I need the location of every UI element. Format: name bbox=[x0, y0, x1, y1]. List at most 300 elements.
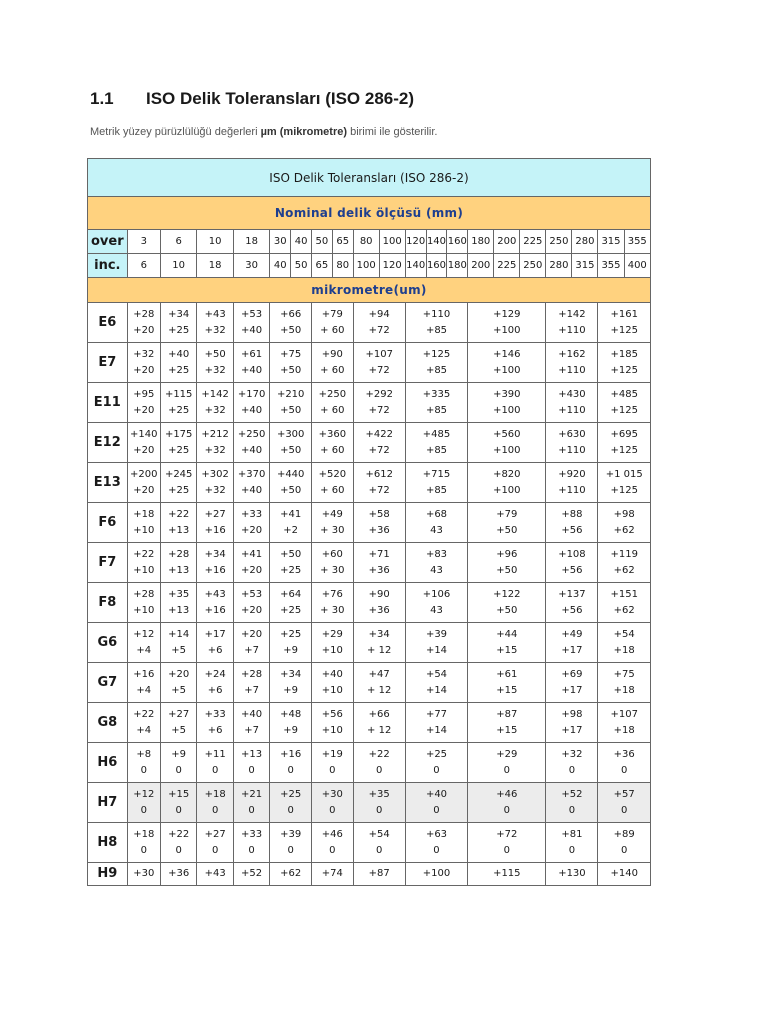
lower-deviation: + 60 bbox=[320, 324, 345, 336]
upper-deviation: +8 bbox=[136, 748, 152, 760]
upper-deviation: +48 bbox=[280, 708, 302, 720]
upper-deviation: +74 bbox=[321, 868, 343, 879]
tolerance-cell bbox=[405, 863, 467, 886]
tolerance-cell bbox=[598, 663, 651, 703]
upper-deviation: +18 bbox=[133, 828, 155, 840]
upper-deviation: +79 bbox=[496, 508, 518, 520]
lower-deviation: +7 bbox=[244, 724, 259, 736]
lower-deviation: +62 bbox=[613, 564, 635, 576]
tolerance-class-label: H6 bbox=[88, 743, 128, 783]
upper-deviation: +56 bbox=[321, 708, 343, 720]
lower-deviation: 0 bbox=[433, 844, 440, 856]
upper-deviation: +58 bbox=[368, 508, 390, 520]
tolerance-cell bbox=[233, 583, 269, 623]
upper-deviation: +25 bbox=[280, 788, 302, 800]
tolerance-cell bbox=[233, 623, 269, 663]
inc-size-cell: 200 bbox=[468, 254, 494, 278]
lower-deviation: +110 bbox=[558, 484, 586, 496]
upper-deviation: +28 bbox=[133, 588, 155, 600]
upper-deviation: +14 bbox=[168, 628, 190, 640]
lower-deviation: 0 bbox=[248, 764, 255, 776]
tolerance-cell bbox=[197, 863, 233, 886]
tolerance-cell bbox=[598, 703, 651, 743]
tolerance-cell bbox=[197, 623, 233, 663]
upper-deviation: +53 bbox=[241, 308, 263, 320]
tolerance-cell bbox=[468, 423, 546, 463]
lower-deviation: 0 bbox=[248, 844, 255, 856]
tolerance-cell bbox=[468, 743, 546, 783]
lower-deviation: 0 bbox=[568, 844, 576, 856]
lower-deviation: +125 bbox=[610, 364, 638, 376]
lower-deviation: +13 bbox=[168, 564, 190, 576]
tolerance-cell bbox=[270, 783, 312, 823]
inc-size-cell: 50 bbox=[291, 254, 312, 278]
tolerance-cell bbox=[233, 743, 269, 783]
upper-deviation: +162 bbox=[558, 348, 586, 360]
table-row bbox=[88, 743, 651, 783]
upper-deviation: +90 bbox=[321, 348, 343, 360]
upper-deviation: +630 bbox=[558, 428, 586, 440]
lower-deviation: +15 bbox=[496, 684, 518, 696]
lower-deviation: 0 bbox=[376, 764, 383, 776]
tolerance-class-label: E7 bbox=[88, 343, 128, 383]
tolerance-cell bbox=[160, 863, 196, 886]
over-size-cell: 80 bbox=[353, 230, 379, 254]
over-row bbox=[88, 230, 651, 254]
lower-deviation: +10 bbox=[321, 684, 343, 696]
tolerance-cell bbox=[353, 383, 405, 423]
lower-deviation: +10 bbox=[321, 644, 343, 656]
upper-deviation: +75 bbox=[613, 668, 635, 680]
tolerance-cell bbox=[353, 783, 405, 823]
upper-deviation: +68 bbox=[425, 508, 448, 520]
over-size-cell: 140 bbox=[426, 230, 447, 254]
upper-deviation: +34 bbox=[204, 548, 226, 560]
table-row bbox=[88, 823, 651, 863]
tolerance-cell bbox=[598, 463, 651, 503]
lower-deviation: +100 bbox=[493, 324, 521, 336]
inc-size-cell: 180 bbox=[447, 254, 468, 278]
lower-deviation: +85 bbox=[425, 364, 448, 376]
lower-deviation: +50 bbox=[280, 324, 302, 336]
tolerance-cell bbox=[127, 783, 160, 823]
upper-deviation: +79 bbox=[321, 308, 343, 320]
upper-deviation: +11 bbox=[204, 748, 226, 760]
tolerance-cell bbox=[197, 383, 233, 423]
lower-deviation: +50 bbox=[280, 404, 302, 416]
lower-deviation: +40 bbox=[241, 484, 263, 496]
tolerance-cell bbox=[546, 463, 598, 503]
upper-deviation: +76 bbox=[321, 588, 343, 600]
tolerance-cell bbox=[160, 703, 196, 743]
upper-deviation: +40 bbox=[241, 708, 263, 720]
upper-deviation: +695 bbox=[610, 428, 638, 440]
upper-deviation: +87 bbox=[496, 708, 518, 720]
over-size-cell: 65 bbox=[332, 230, 353, 254]
tolerance-cell bbox=[270, 743, 312, 783]
upper-deviation: +22 bbox=[168, 828, 190, 840]
lower-deviation: +40 bbox=[241, 364, 263, 376]
lower-deviation: +32 bbox=[204, 364, 226, 376]
upper-deviation: +520 bbox=[318, 468, 347, 480]
inc-size-cell: 6 bbox=[127, 254, 160, 278]
table-row bbox=[88, 663, 651, 703]
upper-deviation: +62 bbox=[280, 868, 302, 879]
lower-deviation: +14 bbox=[425, 724, 448, 736]
over-size-cell: 180 bbox=[468, 230, 494, 254]
tolerance-cell bbox=[468, 303, 546, 343]
upper-deviation: +57 bbox=[613, 788, 635, 800]
upper-deviation: +53 bbox=[241, 588, 263, 600]
upper-deviation: +27 bbox=[204, 828, 226, 840]
lower-deviation: +13 bbox=[168, 524, 190, 536]
tolerance-cell bbox=[405, 463, 467, 503]
inc-size-cell: 400 bbox=[624, 254, 650, 278]
lower-deviation: + 60 bbox=[320, 404, 345, 416]
tolerance-cell bbox=[353, 823, 405, 863]
tolerance-cell bbox=[160, 503, 196, 543]
tolerance-class-label: G7 bbox=[88, 663, 128, 703]
tolerance-cell bbox=[160, 623, 196, 663]
upper-deviation: +36 bbox=[613, 748, 635, 760]
tolerance-cell bbox=[312, 663, 354, 703]
over-size-cell: 3 bbox=[127, 230, 160, 254]
lower-deviation: +6 bbox=[207, 724, 223, 736]
lower-deviation: +2 bbox=[283, 524, 299, 536]
upper-deviation: +22 bbox=[133, 708, 155, 720]
upper-deviation: +142 bbox=[201, 388, 229, 400]
tolerance-cell bbox=[546, 423, 598, 463]
tolerance-cell bbox=[197, 303, 233, 343]
tolerance-cell bbox=[546, 823, 598, 863]
upper-deviation: +129 bbox=[493, 308, 521, 320]
upper-deviation: +25 bbox=[425, 748, 448, 760]
tolerance-cell bbox=[270, 703, 312, 743]
lower-deviation: +10 bbox=[133, 604, 155, 616]
upper-deviation: +115 bbox=[164, 388, 193, 400]
upper-deviation: +34 bbox=[280, 668, 302, 680]
table-row bbox=[88, 703, 651, 743]
lower-deviation: +20 bbox=[133, 404, 155, 416]
upper-deviation: +54 bbox=[613, 628, 635, 640]
upper-deviation: +22 bbox=[168, 508, 190, 520]
tolerance-cell bbox=[546, 703, 598, 743]
tolerance-cell bbox=[160, 543, 196, 583]
tolerance-cell bbox=[598, 623, 651, 663]
inc-size-cell: 355 bbox=[598, 254, 624, 278]
tolerance-cell bbox=[160, 343, 196, 383]
tolerance-cell bbox=[233, 343, 269, 383]
lower-deviation: +9 bbox=[283, 644, 299, 656]
inc-label: inc. bbox=[88, 254, 128, 278]
lower-deviation: +16 bbox=[204, 604, 226, 616]
upper-deviation: +32 bbox=[133, 348, 155, 360]
lower-deviation: +6 bbox=[207, 644, 223, 656]
table-row bbox=[88, 543, 651, 583]
lower-deviation: +100 bbox=[493, 404, 521, 416]
tolerance-cell bbox=[312, 823, 354, 863]
tolerance-cell bbox=[405, 583, 467, 623]
lower-deviation: +17 bbox=[561, 724, 583, 736]
table-row bbox=[88, 463, 651, 503]
tolerance-cell bbox=[405, 423, 467, 463]
upper-deviation: +66 bbox=[368, 708, 390, 720]
lower-deviation: + 60 bbox=[320, 364, 345, 376]
tolerance-cell bbox=[160, 583, 196, 623]
lower-deviation: +25 bbox=[280, 604, 302, 616]
tolerance-cell bbox=[312, 543, 354, 583]
upper-deviation: +41 bbox=[241, 548, 263, 560]
lower-deviation: +62 bbox=[613, 524, 635, 536]
tolerance-cell bbox=[546, 743, 598, 783]
lower-deviation: 0 bbox=[568, 764, 576, 776]
lower-deviation: 0 bbox=[287, 764, 294, 776]
upper-deviation: +210 bbox=[276, 388, 305, 400]
tolerance-cell bbox=[197, 463, 233, 503]
lower-deviation: +56 bbox=[561, 604, 583, 616]
tolerance-cell bbox=[312, 383, 354, 423]
lower-deviation: +18 bbox=[613, 684, 635, 696]
upper-deviation: +18 bbox=[133, 508, 155, 520]
lower-deviation: +50 bbox=[280, 444, 302, 456]
lower-deviation: +100 bbox=[493, 484, 521, 496]
lower-deviation: +36 bbox=[368, 524, 390, 536]
upper-deviation: +39 bbox=[425, 628, 448, 640]
upper-deviation: +137 bbox=[558, 588, 586, 600]
tolerance-cell bbox=[160, 383, 196, 423]
tolerance-cell bbox=[160, 783, 196, 823]
upper-deviation: +47 bbox=[368, 668, 390, 680]
unit-emphasis: µm (mikrometre) bbox=[260, 126, 348, 138]
table-row bbox=[88, 303, 651, 343]
lower-deviation: +40 bbox=[241, 444, 263, 456]
upper-deviation: +33 bbox=[204, 708, 226, 720]
upper-deviation: +64 bbox=[280, 588, 302, 600]
lower-deviation: +18 bbox=[613, 724, 635, 736]
upper-deviation: +52 bbox=[241, 868, 263, 879]
tolerance-class-label: F6 bbox=[88, 503, 128, 543]
lower-deviation: +85 bbox=[425, 324, 448, 336]
over-size-cell: 250 bbox=[546, 230, 572, 254]
tolerance-cell bbox=[546, 503, 598, 543]
upper-deviation: +28 bbox=[168, 548, 190, 560]
table-row bbox=[88, 343, 651, 383]
tolerance-cell bbox=[468, 663, 546, 703]
lower-deviation: +13 bbox=[168, 604, 190, 616]
lower-deviation: +25 bbox=[168, 364, 190, 376]
lower-deviation: +40 bbox=[241, 404, 263, 416]
lower-deviation: +17 bbox=[561, 644, 583, 656]
lower-deviation: +25 bbox=[168, 444, 190, 456]
lower-deviation: + 60 bbox=[320, 484, 345, 496]
upper-deviation: +61 bbox=[241, 348, 263, 360]
table-row bbox=[88, 383, 651, 423]
tolerance-cell bbox=[312, 503, 354, 543]
lower-deviation: +20 bbox=[241, 604, 263, 616]
upper-deviation: +16 bbox=[133, 668, 155, 680]
lower-deviation: +16 bbox=[204, 524, 226, 536]
tolerance-cell bbox=[270, 543, 312, 583]
inc-size-cell: 65 bbox=[312, 254, 333, 278]
lower-deviation: +14 bbox=[425, 644, 448, 656]
tolerance-cell bbox=[468, 343, 546, 383]
upper-deviation: +27 bbox=[168, 708, 190, 720]
tolerance-cell bbox=[405, 663, 467, 703]
tolerance-cell bbox=[405, 743, 467, 783]
upper-deviation: +1 015 bbox=[605, 468, 643, 480]
upper-deviation: +17 bbox=[204, 628, 226, 640]
upper-deviation: +35 bbox=[168, 588, 190, 600]
upper-deviation: +100 bbox=[422, 868, 451, 879]
upper-deviation: +43 bbox=[204, 588, 226, 600]
upper-deviation: +49 bbox=[561, 628, 583, 640]
lower-deviation: +40 bbox=[241, 324, 263, 336]
lower-deviation: 43 bbox=[430, 604, 443, 616]
tolerance-cell bbox=[197, 543, 233, 583]
upper-deviation: +25 bbox=[280, 628, 302, 640]
lower-deviation: 0 bbox=[329, 804, 336, 816]
table-row bbox=[88, 623, 651, 663]
upper-deviation: +46 bbox=[321, 828, 343, 840]
tolerance-cell bbox=[468, 823, 546, 863]
tolerance-cell bbox=[546, 783, 598, 823]
tolerance-cell bbox=[233, 663, 269, 703]
upper-deviation: +440 bbox=[276, 468, 305, 480]
tolerance-cell bbox=[233, 303, 269, 343]
lower-deviation: 0 bbox=[503, 804, 510, 816]
lower-deviation: +56 bbox=[561, 524, 583, 536]
lower-deviation: +14 bbox=[425, 684, 448, 696]
tolerance-cell bbox=[270, 823, 312, 863]
upper-deviation: +151 bbox=[610, 588, 638, 600]
upper-deviation: +250 bbox=[237, 428, 266, 440]
upper-deviation: +83 bbox=[425, 548, 448, 560]
over-size-cell: 120 bbox=[405, 230, 426, 254]
upper-deviation: +34 bbox=[368, 628, 390, 640]
upper-deviation: +9 bbox=[171, 748, 187, 760]
tolerance-class-label: F7 bbox=[88, 543, 128, 583]
tolerance-cell bbox=[546, 343, 598, 383]
table-title: ISO Delik Toleransları (ISO 286-2) bbox=[88, 159, 651, 197]
tolerance-cell bbox=[270, 383, 312, 423]
upper-deviation: +485 bbox=[422, 428, 451, 440]
lower-deviation: 0 bbox=[287, 804, 294, 816]
lower-deviation: +100 bbox=[493, 364, 521, 376]
upper-deviation: +69 bbox=[561, 668, 583, 680]
lower-deviation: 0 bbox=[248, 804, 255, 816]
tolerance-cell bbox=[353, 343, 405, 383]
tolerance-cell bbox=[405, 703, 467, 743]
lower-deviation: +4 bbox=[136, 684, 152, 696]
tolerance-cell bbox=[233, 503, 269, 543]
upper-deviation: +122 bbox=[493, 588, 521, 600]
lower-deviation: +125 bbox=[610, 444, 638, 456]
tolerance-cell bbox=[270, 463, 312, 503]
upper-deviation: +94 bbox=[368, 308, 390, 320]
tolerance-cell bbox=[353, 863, 405, 886]
tolerance-cell bbox=[127, 583, 160, 623]
upper-deviation: +50 bbox=[204, 348, 226, 360]
lower-deviation: +72 bbox=[368, 444, 390, 456]
upper-deviation: +41 bbox=[280, 508, 302, 520]
lower-deviation: 0 bbox=[621, 764, 628, 776]
over-size-cell: 50 bbox=[312, 230, 333, 254]
upper-deviation: +81 bbox=[561, 828, 583, 840]
lower-deviation: 0 bbox=[140, 844, 147, 856]
tolerance-cell bbox=[598, 783, 651, 823]
upper-deviation: +63 bbox=[425, 828, 448, 840]
lower-deviation: +32 bbox=[204, 444, 226, 456]
upper-deviation: +245 bbox=[164, 468, 193, 480]
upper-deviation: +27 bbox=[204, 508, 226, 520]
over-size-cell: 280 bbox=[572, 230, 598, 254]
over-size-cell: 18 bbox=[233, 230, 269, 254]
tolerance-class-label: F8 bbox=[88, 583, 128, 623]
lower-deviation: 0 bbox=[140, 804, 147, 816]
tolerance-cell bbox=[546, 543, 598, 583]
inc-size-cell: 18 bbox=[197, 254, 233, 278]
upper-deviation: +22 bbox=[133, 548, 155, 560]
inc-size-cell: 10 bbox=[160, 254, 196, 278]
upper-deviation: +161 bbox=[610, 308, 638, 320]
tolerance-cell bbox=[312, 423, 354, 463]
upper-deviation: +20 bbox=[168, 668, 190, 680]
lower-deviation: 0 bbox=[175, 764, 182, 776]
upper-deviation: +32 bbox=[561, 748, 583, 760]
lower-deviation: +110 bbox=[558, 444, 586, 456]
table-row bbox=[88, 783, 651, 823]
tolerance-cell bbox=[405, 623, 467, 663]
tolerance-class-label: E12 bbox=[88, 423, 128, 463]
tolerance-cell bbox=[233, 863, 269, 886]
upper-deviation: +200 bbox=[130, 468, 158, 480]
inc-size-cell: 120 bbox=[379, 254, 405, 278]
upper-deviation: +33 bbox=[241, 828, 263, 840]
upper-deviation: +60 bbox=[321, 548, 343, 560]
lower-deviation: +15 bbox=[496, 644, 518, 656]
lower-deviation: +72 bbox=[368, 404, 390, 416]
over-size-cell: 10 bbox=[197, 230, 233, 254]
tolerance-class-label: G6 bbox=[88, 623, 128, 663]
tolerance-cell bbox=[468, 503, 546, 543]
lower-deviation: +5 bbox=[171, 724, 187, 736]
upper-deviation: +77 bbox=[425, 708, 448, 720]
tolerance-cell bbox=[546, 303, 598, 343]
tolerance-cell bbox=[598, 823, 651, 863]
tolerance-cell bbox=[127, 343, 160, 383]
upper-deviation: +39 bbox=[280, 828, 302, 840]
lower-deviation: +20 bbox=[133, 444, 155, 456]
tolerance-cell bbox=[160, 663, 196, 703]
lower-deviation: +125 bbox=[610, 484, 638, 496]
lower-deviation: +15 bbox=[496, 724, 518, 736]
upper-deviation: +88 bbox=[561, 508, 583, 520]
upper-deviation: +142 bbox=[558, 308, 586, 320]
tolerance-cell bbox=[546, 663, 598, 703]
upper-deviation: +71 bbox=[368, 548, 390, 560]
upper-deviation: +19 bbox=[321, 748, 343, 760]
upper-deviation: +28 bbox=[133, 308, 155, 320]
tolerance-cell bbox=[160, 423, 196, 463]
tolerance-cell bbox=[468, 783, 546, 823]
lower-deviation: + 60 bbox=[320, 444, 345, 456]
tolerance-cell bbox=[127, 463, 160, 503]
lower-deviation: +20 bbox=[241, 524, 263, 536]
upper-deviation: +370 bbox=[237, 468, 266, 480]
tolerance-cell bbox=[127, 543, 160, 583]
tolerance-cell bbox=[312, 703, 354, 743]
table-row bbox=[88, 503, 651, 543]
